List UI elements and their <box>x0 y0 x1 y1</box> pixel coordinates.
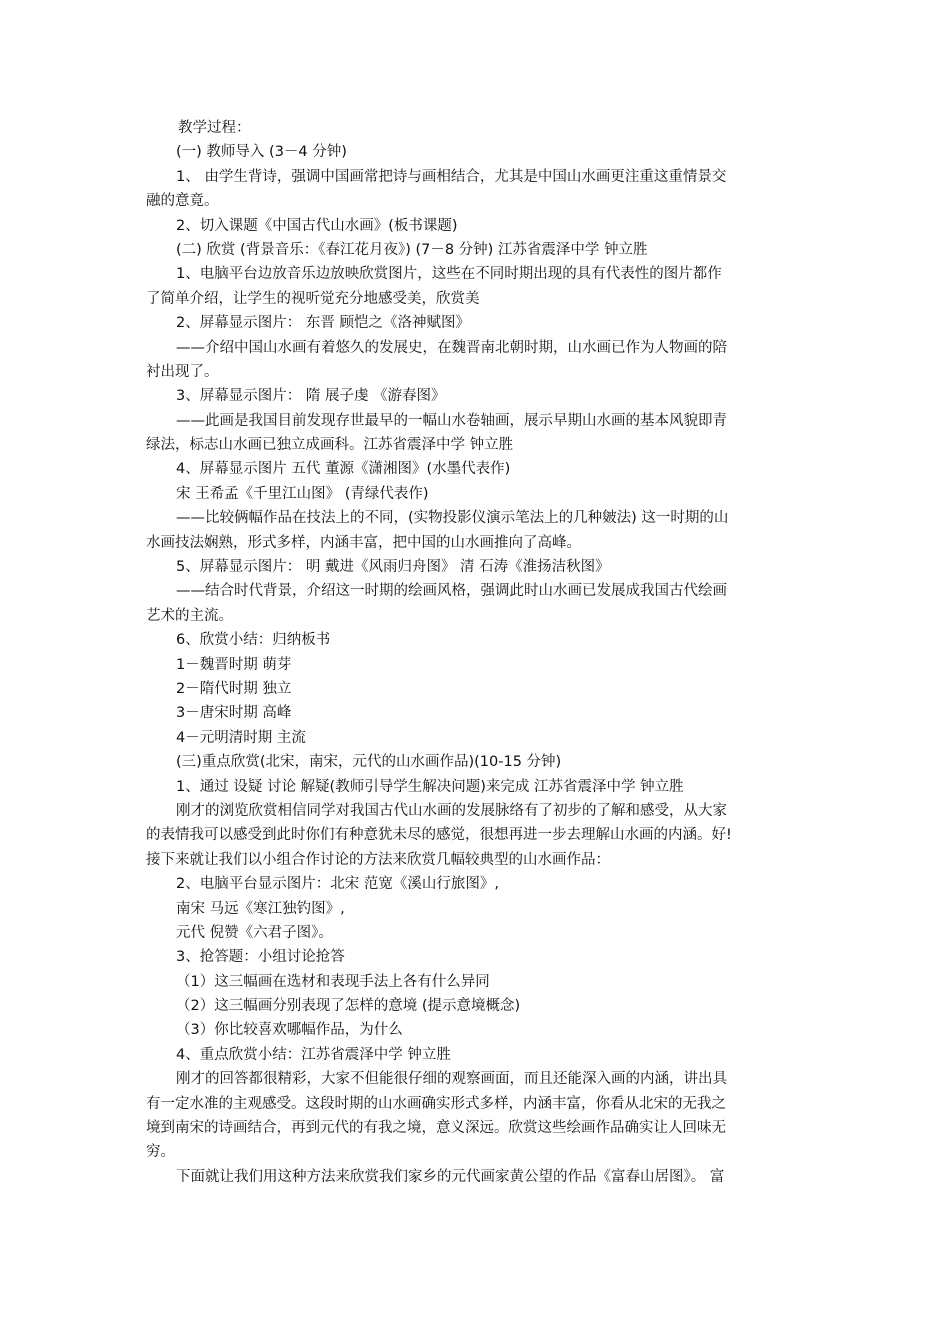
paragraph-line: 4－元明清时期 主流 <box>176 729 306 746</box>
paragraph-line: 融的意竟。 <box>146 193 219 210</box>
paragraph-line: 接下来就让我们以小组合作讨论的方法来欣赏几幅较典型的山水画作品： <box>146 851 610 868</box>
paragraph-line: 穷。 <box>146 1144 175 1161</box>
paragraph-line: 1－魏晋时期 萌芽 <box>176 656 292 673</box>
paragraph-line: 1、电脑平台边放音乐边放映欣赏图片，这些在不同时期出现的具有代表性的图片都作 <box>176 266 722 283</box>
paragraph-line: 2、切入课题《中国古代山水画》(板书课题) <box>176 217 458 234</box>
paragraph-line: （2）这三幅画分别表现了怎样的意境 (提示意境概念) <box>176 998 521 1015</box>
paragraph-line: 的表情我可以感受到此时你们有种意犹未尽的感觉，很想再进一步去理解山水画的内涵。好! <box>146 827 732 844</box>
paragraph-line: ——介绍中国山水画有着悠久的发展史，在魏晋南北朝时期，山水画已作为人物画的陪 <box>176 339 727 356</box>
paragraph-line: 2－隋代时期 独立 <box>176 680 292 697</box>
paragraph-line: 刚才的回答都很精彩，大家不但能很仔细的观察画面，而且还能深入画的内涵，讲出具 <box>176 1071 727 1088</box>
paragraph-line: ——此画是我国目前发现存世最早的一幅山水卷轴画，展示早期山水画的基本风貌即青 <box>176 412 727 429</box>
paragraph-line: 水画技法娴熟，形式多样，内涵丰富，把中国的山水画推向了高峰。 <box>146 534 581 551</box>
paragraph-line: 2、屏幕显示图片： 东晋 顾恺之《洛神赋图》 <box>176 315 470 332</box>
paragraph-line: 1、 由学生背诗，强调中国画常把诗与画相结合，尤其是中国山水画更注重这重情景交 <box>176 168 727 185</box>
paragraph-line: （3）你比较喜欢哪幅作品，为什么 <box>176 1022 403 1039</box>
paragraph-line: 1、通过 设疑 讨论 解疑(教师引导学生解决问题)来完成 江苏省震泽中学 钟立胜 <box>176 778 684 795</box>
paragraph-line: (二) 欣赏 (背景音乐：《春江花月夜》) (7－8 分钟) 江苏省震泽中学 钟立胜 <box>176 241 648 258</box>
paragraph-line: 4、重点欣赏小结：江苏省震泽中学 钟立胜 <box>176 1046 451 1063</box>
paragraph-line: (一) 教师导入 (3－4 分钟) <box>176 144 347 161</box>
paragraph-line: 教学过程： <box>178 120 251 136</box>
paragraph-line: 3－唐宋时期 高峰 <box>176 705 292 722</box>
paragraph-line: 6、欣赏小结：归纳板书 <box>176 632 331 649</box>
paragraph-line: 4、屏幕显示图片 五代 董源《潇湘图》(水墨代表作) <box>176 461 511 478</box>
paragraph-line: 衬出现了。 <box>146 363 219 380</box>
paragraph-line: 5、屏幕显示图片： 明 戴进《风雨归舟图》 清 石涛《淮扬洁秋图》 <box>176 559 610 576</box>
paragraph-line: 2、电脑平台显示图片：北宋 范宽《溪山行旅图》, <box>176 876 499 893</box>
paragraph-line: 境到南宋的诗画结合，再到元代的有我之境，意义深远。欣赏这些绘画作品确实让人回味无 <box>146 1120 726 1137</box>
paragraph-line: 3、抢答题：小组讨论抢答 <box>176 949 345 966</box>
paragraph-line: （1）这三幅画在选材和表现手法上各有什么异同 <box>176 973 490 990</box>
paragraph-line: 艺术的主流。 <box>146 607 233 624</box>
paragraph-line: 3、屏幕显示图片： 隋 展子虔 《游春图》 <box>176 388 446 405</box>
document-body <box>146 116 810 1189</box>
paragraph-line: ——比较俩幅作品在技法上的不同，(实物投影仪演示笔法上的几种皴法) 这一时期的山 <box>176 510 729 527</box>
paragraph-line: 了简单介绍，让学生的视听觉充分地感受美，欣赏美 <box>146 290 480 307</box>
paragraph-line: 宋 王希孟《千里江山图》 (青绿代表作) <box>176 485 429 502</box>
paragraph-line: 绿法，标志山水画已独立成画科。江苏省震泽中学 钟立胜 <box>146 437 514 454</box>
paragraph-line: 南宋 马远《寒江独钓图》, <box>176 900 345 917</box>
paragraph-line: 刚才的浏览欣赏相信同学对我国古代山水画的发展脉络有了初步的了解和感受，从大家 <box>176 802 727 819</box>
paragraph-line: (三)重点欣赏(北宋，南宋，元代的山水画作品)(10-15 分钟) <box>176 754 562 771</box>
paragraph-line: 元代 倪赞《六君子图》。 <box>176 924 333 941</box>
paragraph-line: 有一定水准的主观感受。这段时期的山水画确实形式多样，内涵丰富，你看从北宋的无我之 <box>146 1095 726 1112</box>
paragraph-line: ——结合时代背景，介绍这一时期的绘画风格，强调此时山水画已发展成我国古代绘画 <box>176 583 727 600</box>
paragraph-line: 下面就让我们用这种方法来欣赏我们家乡的元代画家黄公望的作品《富春山居图》。 富 <box>176 1168 725 1185</box>
